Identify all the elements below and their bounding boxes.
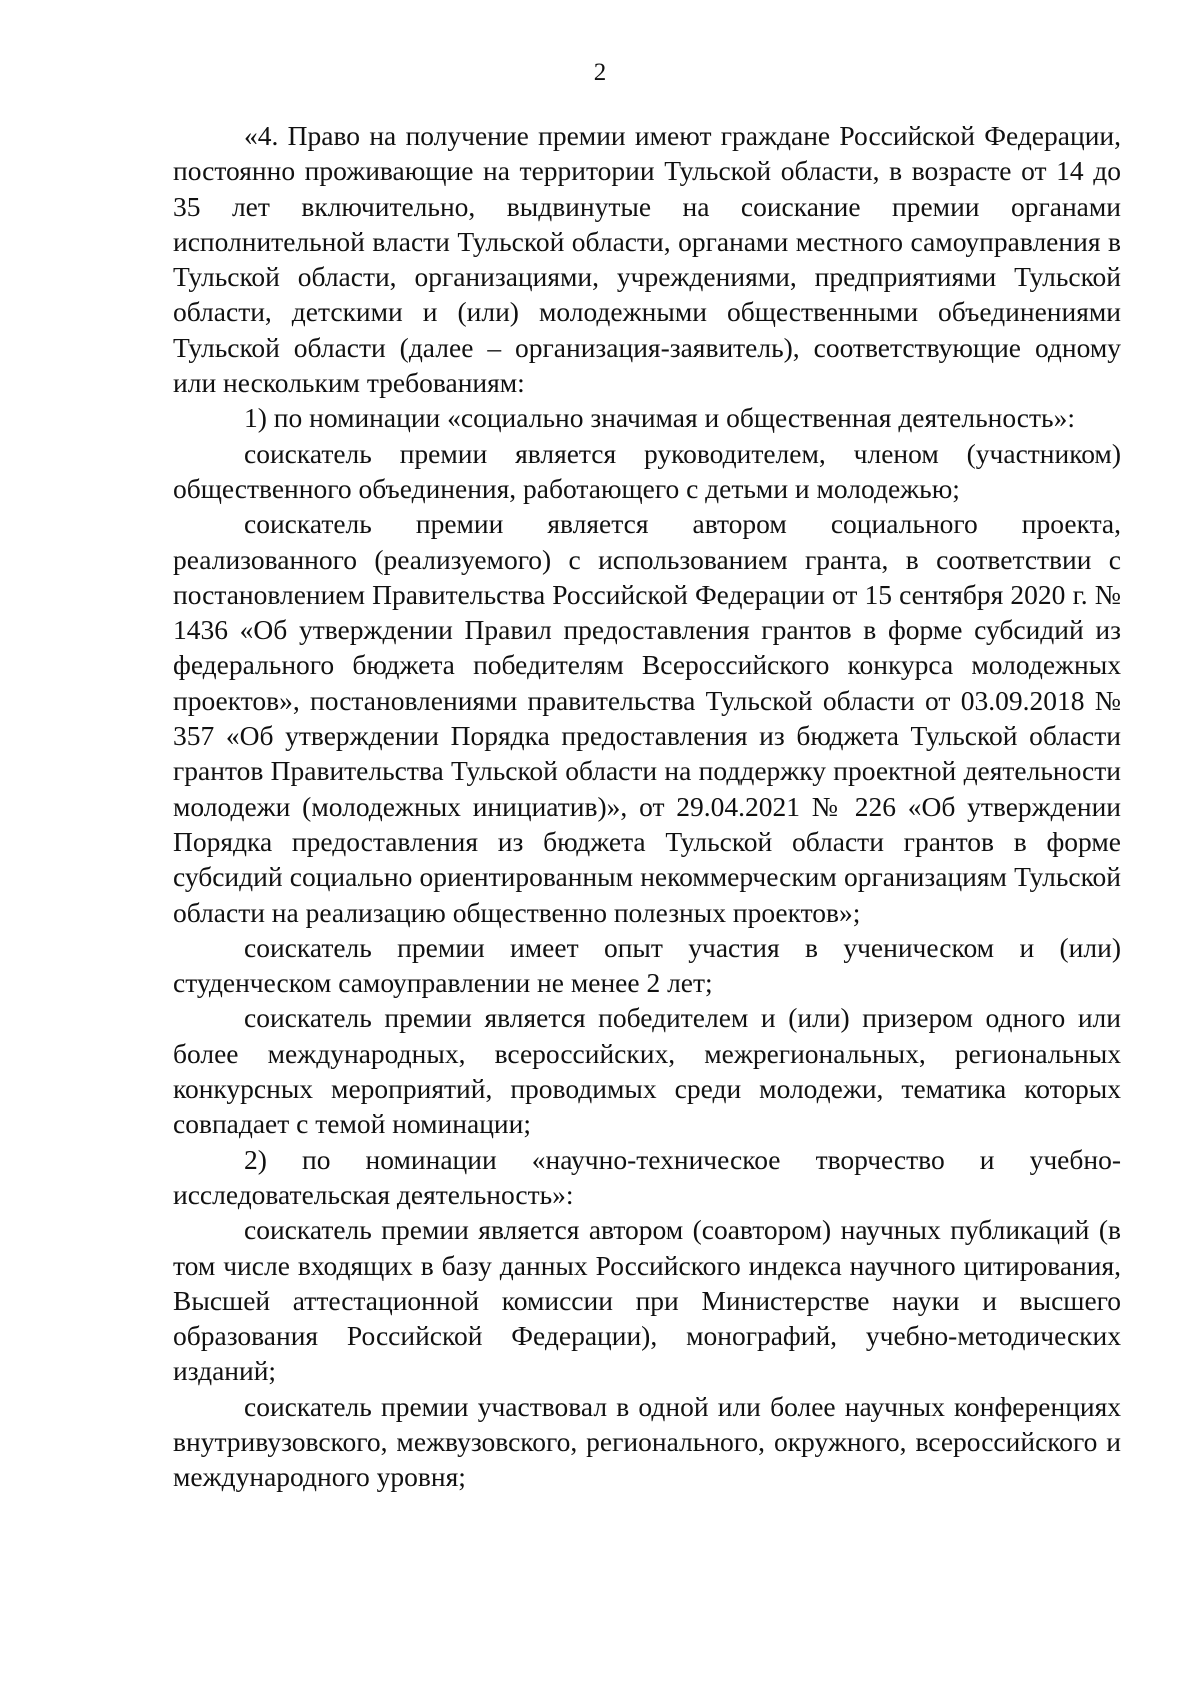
page-number: 2 [593, 59, 607, 86]
paragraph-requirement-leader: соискатель премии является руководителем, членом (участником) общественного объединения, работающего с детьми и молодежью; [173, 437, 1121, 504]
paragraph-requirement-self-government: соискатель премии имеет опыт участия в ученическом и (или) студенческом самоуправлении не менее 2 лет; [173, 931, 1121, 999]
paragraph-requirement-grant-project: соискатель премии является автором социального проекта, реализованного (реализуемого) с использованием гранта, в соответствии с постановлением Правительства Российской Федерации от 15 сентября 2020 г. № 1436 «Об утверждении Правил предоставления грантов в форме субсидий из федерального бюджета победителям Всероссийского конкурса молодежных проектов», постановлениями правительства Тульской области от 03.09.2018 № 357 «Об утверждении Порядка предоставления из бюджета Тульской области грантов Правительства Тульской области на поддержку проектной деятельности молодежи (молодежных инициатив)», от 29.04.2021 № 226 «Об утверждении Порядка предоставления из бюджета Тульской области грантов в форме субсидий социально ориентированным некоммерческим организациям Тульской области на реализацию общественно полезных проектов»; [173, 508, 1121, 928]
paragraph-requirement-publications: соискатель премии является автором (соавтором) научных публикаций (в том числе входящих в базу данных Российского индекса научного цитирования, Высшей аттестационной комиссии при Министерстве науки и высшего образования Российской Федерации), монографий, учебно-методических изданий; [173, 1214, 1121, 1387]
paragraph-requirement-conferences: соискатель премии участвовал в одной или более научных конференциях внутривузовского, межвузовского, регионального, окружного, всероссийского и международного уровня; [173, 1390, 1121, 1493]
paragraph-eligibility-intro: «4. Право на получение премии имеют граждане Российской Федерации, постоянно проживающие на территории Тульской области, в возрасте от 14 до 35 лет включительно, выдвинутые на соискание премии органами исполнительной власти Тульской области, органами местного самоуправления в Тульской области, организациями, учреждениями, предприятиями Тульской области, детскими и (или) молодежными общественными объединениями Тульской области (далее – организация-заявитель), соответствующие одному или нескольким требованиям: [173, 120, 1121, 399]
document-body [173, 118, 1121, 1495]
paragraph-nomination-social: 1) по номинации «социально значимая и общественная деятельность»: [244, 402, 1075, 434]
paragraph-requirement-winner: соискатель премии является победителем и (или) призером одного или более международных, всероссийских, межрегиональных, региональных конкурсных мероприятий, проводимых среди молодежи, тематика которых совпадает с темой номинации; [173, 1002, 1121, 1140]
paragraph-nomination-science: 2) по номинации «научно-техническое творчество и учебно-исследовательская деятельность»: [173, 1143, 1121, 1210]
